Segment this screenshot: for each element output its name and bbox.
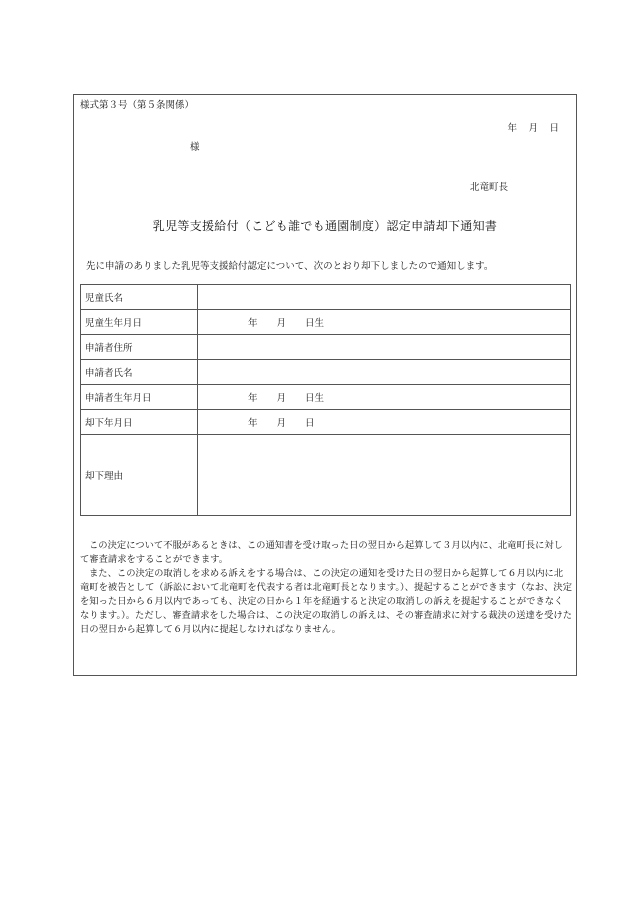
issue-date: 年 月 日	[507, 123, 560, 134]
row-label: 児童生年月日	[81, 310, 198, 335]
table-row	[81, 435, 571, 516]
lawsuit-note: また、この決定の取消しを求める訴えをする場合は、この決定の通知を受けた日の翌日から起算して６月以内に北竜町を被告として（訴訟において北竜町を代表する者は北竜町長となります。）、提起することができます（なお、決定を知った日から６月以内であっても、決定の日から１年を経過すると決定の取消しの訴えを提起することができなくなります。）。ただし、審査請求をした場合は、この決定の取消しの訴えは、その審査請求に対する裁決の送達を受けた日の翌日から起算して６月以内に提起しなければなりません。	[80, 568, 572, 635]
row-value: 年 月 日生	[198, 385, 571, 410]
row-value: 年 月 日	[198, 410, 571, 435]
issuer-name: 北竜町長	[469, 182, 508, 193]
row-label: 申請者氏名	[81, 360, 198, 385]
details-table	[80, 284, 571, 516]
table-row	[81, 335, 571, 360]
row-value	[198, 360, 571, 385]
notice-form	[73, 94, 577, 676]
row-label: 却下年月日	[81, 410, 198, 435]
row-label: 申請者住所	[81, 335, 198, 360]
table-row	[81, 410, 571, 435]
row-label: 却下理由	[81, 435, 198, 516]
row-value	[198, 335, 571, 360]
document-title: 乳児等支援給付（こども誰でも通園制度）認定申請却下通知書	[152, 219, 498, 233]
row-label: 児童氏名	[81, 285, 198, 310]
row-value	[198, 435, 571, 516]
row-value: 年 月 日生	[198, 310, 571, 335]
row-label: 申請者生年月日	[81, 385, 198, 410]
form-number: 様式第３号（第５条関係）	[80, 100, 195, 111]
intro-text: 先に申請のありました乳児等支援給付認定について、次のとおり却下しましたので通知します。	[86, 261, 494, 272]
row-value	[198, 285, 571, 310]
addressee-suffix: 様	[190, 142, 200, 153]
table-row	[81, 385, 571, 410]
table-row	[81, 285, 571, 310]
table-row	[81, 310, 571, 335]
table-row	[81, 360, 571, 385]
appeal-note: この決定について不服があるときは、この通知書を受け取った日の翌日から起算して３月以内に、北竜町長に対して審査請求をすることができます。	[80, 540, 563, 565]
